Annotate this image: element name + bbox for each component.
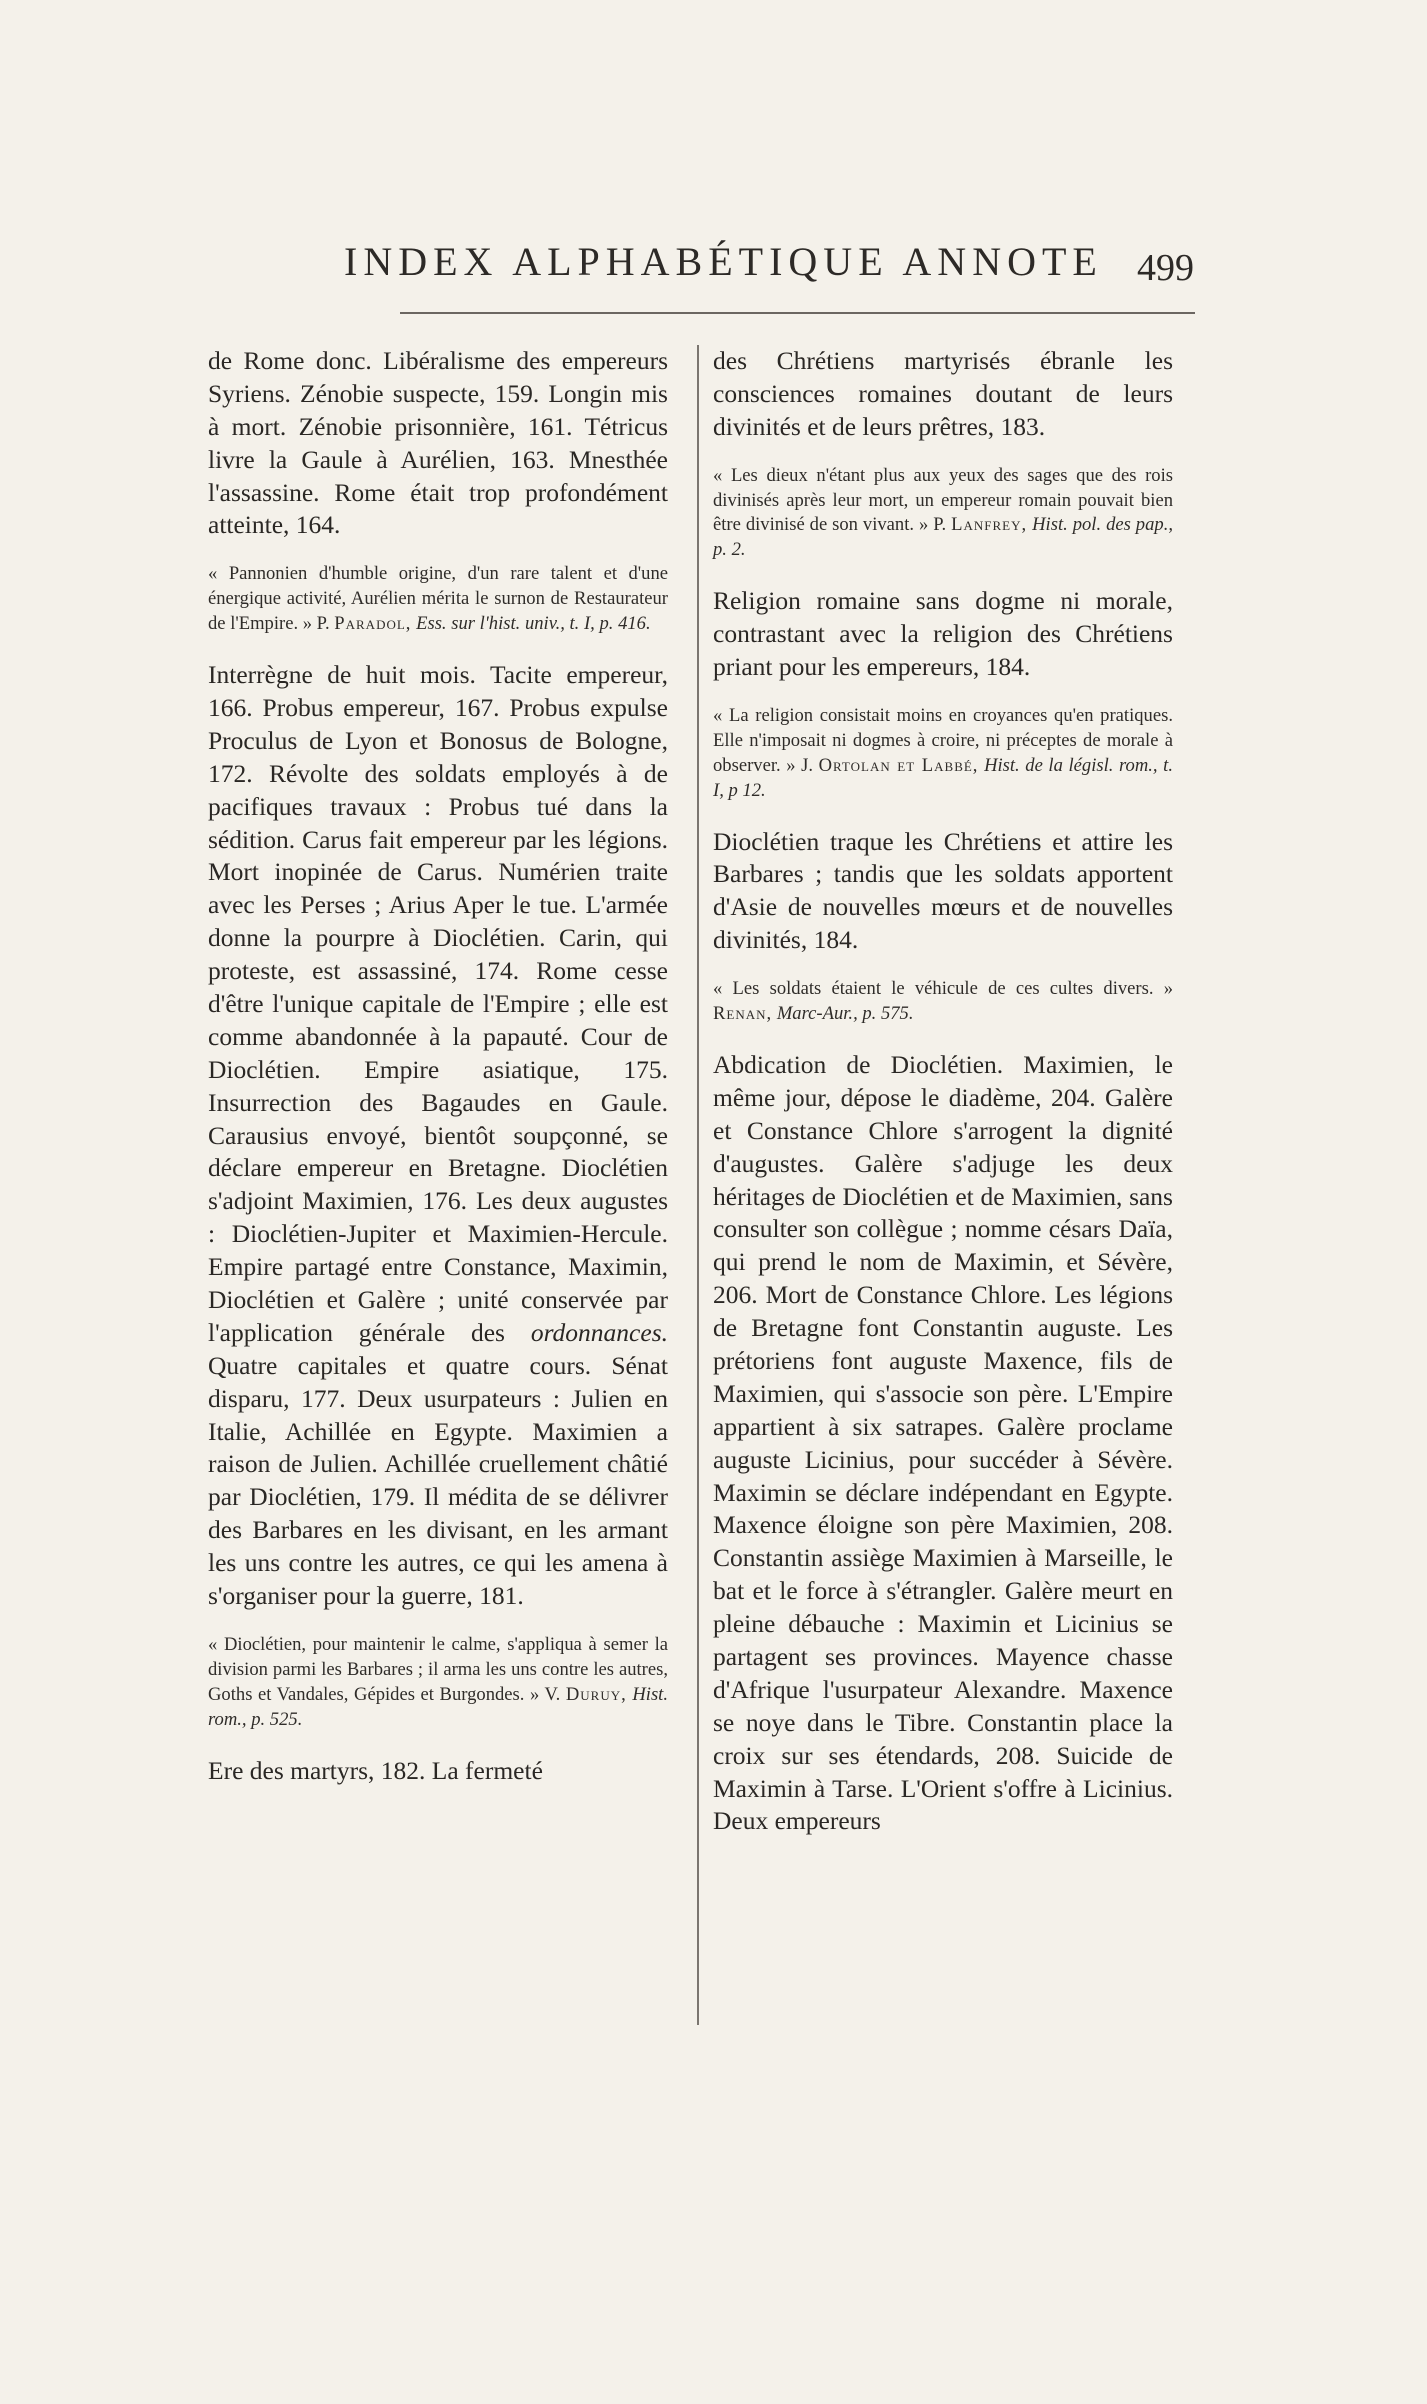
right-quote-3-author: Renan, <box>713 1003 773 1025</box>
left-column <box>208 345 668 1787</box>
right-paragraph-4: Abdication de Dioclétien. Maximien, le même jour, dépose le diadème, 204. Galère et Constance Chlore s'arrogent la dignité d'augustes. Galère s'adjuge les deux héritages de Dioclétien et de Maximien, sans consulter son collègue ; nomme césars Daïa, qui prend le nom de Maximin, et Sévère, 206. Mort de Constance Chlore. Les légions de Bretagne font Constantin auguste. Les prétoriens font auguste Maxence, fils de Maximien, qui s'associe son père. L'Empire appartient à six satrapes. Galère proclame auguste Licinius, pour succéder à Sévère. Maximin se déclare indépendant en Egypte. Maxence éloigne son père Maximien, 208. Constantin assiège Maximien à Marseille, le bat et le force à s'étrangler. Galère meurt en pleine débauche : Maximin et Licinius se partagent ses provinces. Mayence chasse d'Afrique l'usurpateur Alexandre. Maxence se noye dans le Tibre. Constantin place la croix sur ses étendards, 208. Suicide de Maximin à Tarse. L'Orient s'offre à Licinius. Deux empereurs <box>713 1049 1173 1836</box>
left-quote-2-text: « Dioclétien, pour maintenir le calme, s'appliqua à semer la division parmi les Barbares ; il arma les uns contre les autres, Goths et Vandales, Gépides et Burgondes. » V. <box>208 1633 668 1705</box>
left-paragraph-2 <box>208 659 668 1613</box>
right-paragraph-3: Dioclétien traque les Chrétiens et attire les Barbares ; tandis que les soldats apportent d'Asie de nouvelles mœurs et de nouvelles divinités, 184. <box>713 826 1173 955</box>
left-paragraph-2-italic: ordonnances. <box>530 1317 668 1347</box>
left-paragraph-2-text: Interrègne de huit mois. Tacite empereur, 166. Probus empereur, 167. Probus expulse Proculus de Lyon et Bonosus de Bologne, 172. Révolte des soldats employés à de pacifiques travaux : Probus tué dans la sédition. Carus fait empereur par les légions. Mort inopinée de Carus. Numérien traite avec les Perses ; Arius Aper le tue. L'armée donne la pourpre à Dioclétien. Carin, qui proteste, est assassiné, 174. Rome cesse d'être l'unique capitale de l'Empire ; elle est comme abandonnée à la papauté. Cour de Dioclétien. Empire asiatique, 175. Insurrection des Bagaudes en Gaule. Carausius envoyé, bientôt soupçonné, se déclare empereur en Bretagne. Dioclétien s'adjoint Maximien, 176. Les deux augustes : Dioclétien-Jupiter et Maximien-Hercule. Empire partagé entre Constance, Maximin, Dioclétien et Galère ; unité conservée par l'application générale des <box>208 660 668 1347</box>
left-quote-2 <box>208 1633 668 1733</box>
right-paragraph-1: des Chrétiens martyrisés ébranle les consciences romaines doutant de leurs divinités et de leurs prêtres, 183. <box>713 346 1173 441</box>
right-quote-1 <box>713 464 1173 564</box>
left-quote-1 <box>208 562 668 637</box>
right-quote-1-text: « Les dieux n'étant plus aux yeux des sages que des rois divinisés après leur mort, un empereur romain pouvait bien être divinisé de son vivant. » P. <box>713 464 1173 536</box>
right-paragraph-2: Religion romaine sans dogme ni morale, contrastant avec la religion des Chrétiens priant pour les empereurs, 184. <box>713 586 1173 682</box>
left-quote-2-author: Duruy, <box>565 1683 627 1705</box>
right-column <box>713 345 1173 1838</box>
right-quote-2-text: « La religion consistait moins en croyances qu'en pratiques. Elle n'imposait ni dogmes à croire, ni préceptes de morale à observer. » J. <box>713 704 1173 776</box>
header-rule <box>400 312 1195 314</box>
right-quote-2 <box>713 704 1173 804</box>
left-paragraph-3: Ere des martyrs, 182. La fermeté <box>208 1755 543 1785</box>
left-paragraph-1: de Rome donc. Libéralisme des empereurs Syriens. Zénobie suspecte, 159. Longin mis à mort. Zénobie prisonnière, 161. Tétricus livre la Gaule à Aurélien, 163. Mnesthée l'assassine. Rome était trop profondément atteinte, 164. <box>208 346 668 540</box>
left-quote-2-source: Hist. rom., p. 525. <box>208 1683 668 1730</box>
right-quote-2-author: Ortolan et Labbé, <box>818 754 979 776</box>
right-quote-3-source: Marc-Aur., p. 575. <box>776 1003 914 1025</box>
left-quote-1-text: « Pannonien d'humble origine, d'un rare talent et d'une énergique activité, Aurélien mérita le surnon de Restaurateur de l'Empire. » P. <box>208 563 668 635</box>
right-quote-2-source: Hist. de la législ. rom., t. I, p 12. <box>713 754 1173 801</box>
running-title: INDEX ALPHABÉTIQUE ANNOTE <box>344 239 1103 284</box>
right-quote-3-text: « Les soldats étaient le véhicule de ces cultes divers. » <box>713 978 1173 1000</box>
page-header <box>344 238 1194 288</box>
left-paragraph-2-end: Quatre capitales et quatre cours. Sénat disparu, 177. Deux usurpateurs : Julien en Italie, Achillée en Egypte. Maximien a raison de Julien. Achillée cruellement châtié par Dioclétien, 179. Il médita de se délivrer des Barbares en les divisant, en les armant les uns contre les autres, ce qui les amena à s'organiser pour la guerre, 181. <box>208 1350 668 1610</box>
left-quote-1-source: Ess. sur l'hist. univ., t. I, p. 416. <box>416 613 651 635</box>
right-quote-3 <box>713 977 1173 1027</box>
right-quote-1-source: Hist. pol. des pap., p. 2. <box>713 514 1173 561</box>
column-divider <box>697 345 699 2025</box>
right-quote-1-author: Lanfrey, <box>951 514 1028 536</box>
left-quote-1-author: Paradol, <box>334 613 412 635</box>
page-number: 499 <box>1137 247 1194 289</box>
